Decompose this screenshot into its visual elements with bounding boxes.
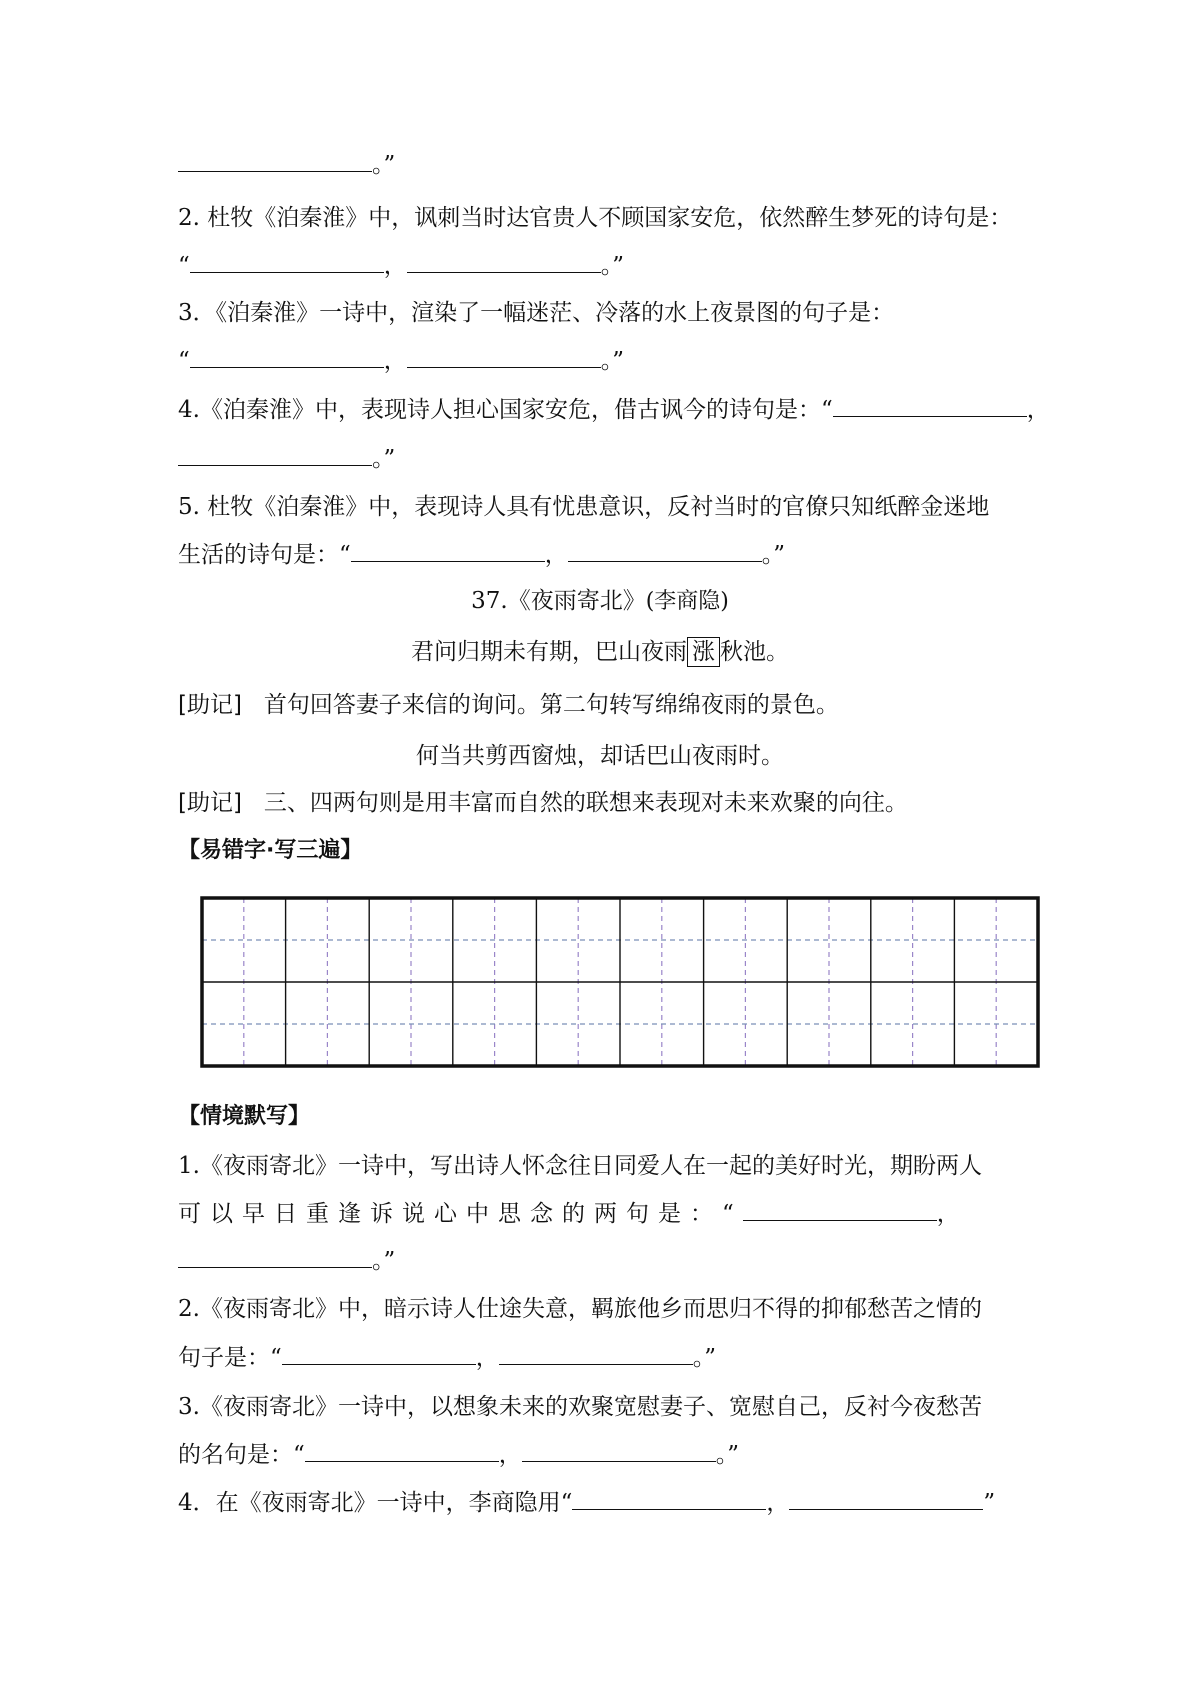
question-text: 4．在《夜雨寄北》一诗中，李商隐用“ xyxy=(178,1490,573,1516)
answer-blank[interactable] xyxy=(178,445,372,466)
question-text: 句子是：“ xyxy=(178,1345,282,1371)
punct: 。” xyxy=(600,253,625,279)
question-text: 2. 杜牧《泊秦淮》中，讽刺当时达官贵人不顾国家安危，依然醉生梦死的诗句是： xyxy=(178,205,1013,231)
question-text: 5. 杜牧《泊秦淮》中，表现诗人具有忧患意识，反衬当时的官僚只知纸醉金迷地 xyxy=(178,494,990,520)
punct: ， xyxy=(383,348,407,374)
context-question-4 xyxy=(178,1488,1028,1518)
punct: ， xyxy=(936,1201,969,1227)
punct: 。” xyxy=(715,1442,740,1468)
punct: “ xyxy=(178,253,190,279)
answer-blank[interactable] xyxy=(407,252,601,273)
poem-title: 37.《夜雨寄北》 xyxy=(471,588,646,614)
context-question-1 xyxy=(178,1151,1028,1181)
punct: 。” xyxy=(600,348,625,374)
poem-line-2 xyxy=(0,741,1200,771)
section-title xyxy=(0,586,1200,617)
question-text: 2.《夜雨寄北》中，暗示诗人仕途失意，羁旅他乡而思归不得的抑郁愁苦之情的 xyxy=(178,1296,982,1322)
context-question-3-answer xyxy=(178,1440,1028,1470)
question-text: 生活的诗句是：“ xyxy=(178,542,351,568)
question-5 xyxy=(178,492,1028,522)
answer-blank[interactable] xyxy=(743,1200,937,1221)
heading-context-dictation: 【情境默写】 xyxy=(178,1104,311,1129)
question-5-answer xyxy=(178,540,1028,570)
context-question-2 xyxy=(178,1294,1028,1324)
punct: 。” xyxy=(761,542,786,568)
question-text: 4.《泊秦淮》中，表现诗人担心国家安危，借古讽今的诗句是：“ xyxy=(178,397,833,423)
punct: 。” xyxy=(692,1345,717,1371)
context-question-2-answer xyxy=(178,1343,1028,1373)
answer-blank[interactable] xyxy=(178,151,372,172)
memory-note-1 xyxy=(178,690,1028,720)
punct: ” xyxy=(983,1490,996,1516)
answer-blank[interactable] xyxy=(282,1344,476,1365)
question-text: 可以早日重逢诉说心中思念的两句是：“ xyxy=(178,1201,743,1227)
poem-text: 君问归期未有期，巴山夜雨 xyxy=(411,639,687,665)
answer-blank[interactable] xyxy=(522,1441,716,1462)
answer-blank[interactable] xyxy=(499,1344,693,1365)
context-question-1-answer xyxy=(178,1246,1028,1276)
poem-line-1 xyxy=(0,637,1200,667)
answer-blank[interactable] xyxy=(190,347,384,368)
punct: 。” xyxy=(372,446,396,472)
poem-author: (李商隐) xyxy=(645,589,729,614)
answer-blank[interactable] xyxy=(178,1247,372,1268)
answer-blank[interactable] xyxy=(407,347,601,368)
question-2-answer xyxy=(178,251,1028,281)
punct: 。” xyxy=(372,152,396,178)
question-4-answer xyxy=(178,444,1028,474)
punct: ， xyxy=(475,1345,499,1371)
heading-write-three-times: 【易错字·写三遍】 xyxy=(178,838,363,863)
highlighted-character: 涨 xyxy=(687,637,720,667)
punct: 。” xyxy=(372,1248,396,1274)
answer-blank[interactable] xyxy=(789,1489,983,1510)
writing-grid-svg[interactable] xyxy=(200,896,1040,1068)
answer-blank[interactable] xyxy=(568,541,762,562)
question-text: 3．《泊秦淮》一诗中，渲染了一幅迷茫、冷落的水上夜景图的句子是： xyxy=(178,300,895,326)
punct: ， xyxy=(498,1442,522,1468)
question-2 xyxy=(178,203,1028,233)
answer-blank[interactable] xyxy=(190,252,384,273)
punct: ， xyxy=(544,542,568,568)
writing-grid[interactable] xyxy=(200,896,1040,1068)
punct: ， xyxy=(766,1490,790,1516)
question-4 xyxy=(178,395,1050,425)
poem-text: 秋池。 xyxy=(720,639,789,665)
note-text: 三、四两句则是用丰富而自然的联想来表现对未来欢聚的向往。 xyxy=(263,790,908,816)
memory-note-2 xyxy=(178,788,1028,818)
answer-blank[interactable] xyxy=(833,396,1027,417)
note-tag: [助记] xyxy=(178,790,242,816)
punct: ， xyxy=(1026,397,1050,423)
punct: ， xyxy=(383,253,407,279)
punct: “ xyxy=(178,348,190,374)
question-text: 1.《夜雨寄北》一诗中，写出诗人怀念往日同爱人在一起的美好时光，期盼两人 xyxy=(178,1153,982,1179)
answer-blank[interactable] xyxy=(305,1441,499,1462)
question-text: 3.《夜雨寄北》一诗中，以想象未来的欢聚宽慰妻子、宽慰自己，反衬今夜愁苦 xyxy=(178,1394,982,1420)
note-tag: [助记] xyxy=(178,692,242,718)
context-question-1-line-2 xyxy=(178,1199,1028,1229)
note-text: 首句回答妻子来信的询问。第二句转写绵绵夜雨的景色。 xyxy=(263,692,839,718)
top-tail-line xyxy=(178,150,1028,180)
question-text: 的名句是：“ xyxy=(178,1442,305,1468)
answer-blank[interactable] xyxy=(572,1489,766,1510)
context-question-3 xyxy=(178,1392,1028,1422)
question-3-answer xyxy=(178,346,1028,376)
question-3 xyxy=(178,298,1028,328)
answer-blank[interactable] xyxy=(351,541,545,562)
poem-text: 何当共剪西窗烛，却话巴山夜雨时。 xyxy=(416,743,784,769)
